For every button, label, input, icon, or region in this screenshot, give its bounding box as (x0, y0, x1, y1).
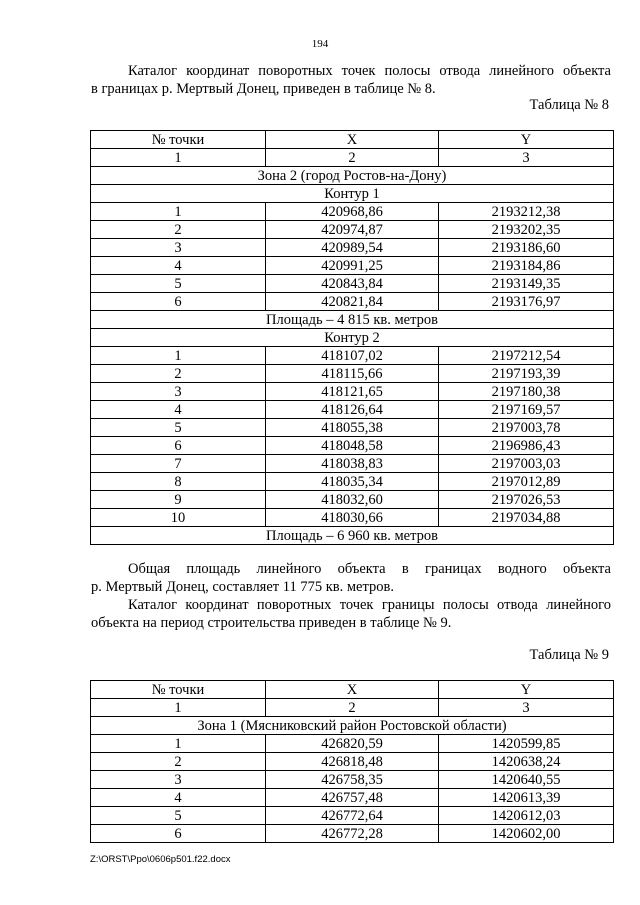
zone-row-text: Зона 1 (Мясниковский район Ростовской области) (91, 717, 614, 735)
summary-p1-line-1: Общая площадь линейного объекта в границах водного объекта (128, 561, 611, 577)
y-cell: Y (439, 131, 614, 149)
y-cell: 2197003,78 (439, 419, 614, 437)
zone-row-text: Зона 2 (город Ростов-на-Дону) (91, 167, 614, 185)
y-cell: 2197180,38 (439, 383, 614, 401)
point-number-cell: № точки (91, 131, 266, 149)
x-cell: 418030,66 (266, 509, 439, 527)
contour-title-row-text: Контур 1 (91, 185, 614, 203)
point-number-cell: 5 (91, 275, 266, 293)
y-cell: 2196986,43 (439, 437, 614, 455)
x-cell: 418121,65 (266, 383, 439, 401)
table-row (91, 789, 614, 807)
table-row (91, 203, 614, 221)
x-cell: 420989,54 (266, 239, 439, 257)
x-cell: X (266, 131, 439, 149)
x-cell: 426818,48 (266, 753, 439, 771)
table-row (91, 491, 614, 509)
y-cell: 2193149,35 (439, 275, 614, 293)
y-cell: 1420613,39 (439, 789, 614, 807)
table-row (91, 275, 614, 293)
point-number-cell: 3 (91, 771, 266, 789)
y-cell: 2197193,39 (439, 365, 614, 383)
y-cell: 2197012,89 (439, 473, 614, 491)
table-row (91, 365, 614, 383)
table-row (91, 753, 614, 771)
x-cell: 418115,66 (266, 365, 439, 383)
footer-file-path: Z:\ORST\Ppo\0606p501.f22.docx (90, 854, 231, 865)
contour-title-row-text: Контур 2 (91, 329, 614, 347)
table-row (91, 293, 614, 311)
contour-area-row (91, 311, 614, 329)
summary-paragraph-2 (91, 596, 611, 632)
x-cell: 418055,38 (266, 419, 439, 437)
y-cell: 2193212,38 (439, 203, 614, 221)
point-number-cell: 1 (91, 699, 266, 717)
x-cell: 418032,60 (266, 491, 439, 509)
y-cell: 2193186,60 (439, 239, 614, 257)
point-number-cell: 10 (91, 509, 266, 527)
y-cell: 2197212,54 (439, 347, 614, 365)
zone-row (91, 717, 614, 735)
table-row (91, 239, 614, 257)
table-row (91, 807, 614, 825)
table9 (90, 680, 614, 843)
table-row (91, 401, 614, 419)
point-number-cell: 3 (91, 239, 266, 257)
y-cell: 2197034,88 (439, 509, 614, 527)
table-row (91, 509, 614, 527)
point-number-cell: 2 (91, 365, 266, 383)
point-number-cell: 9 (91, 491, 266, 509)
table-row (91, 221, 614, 239)
summary-p1-line-2: р. Мертвый Донец, составляет 11 775 кв. метров. (91, 579, 394, 595)
y-cell: 2197003,03 (439, 455, 614, 473)
x-cell: 426772,64 (266, 807, 439, 825)
intro-paragraph (91, 62, 611, 98)
y-cell: 3 (439, 149, 614, 167)
table-row (91, 419, 614, 437)
point-number-cell: 7 (91, 455, 266, 473)
intro-line-2: в границах р. Мертвый Донец, приведен в таблице № 8. (91, 81, 436, 97)
x-cell: 420968,86 (266, 203, 439, 221)
point-number-cell: 4 (91, 789, 266, 807)
table-row (91, 383, 614, 401)
point-number-cell: 6 (91, 825, 266, 843)
x-cell: X (266, 681, 439, 699)
x-cell: 418126,64 (266, 401, 439, 419)
point-number-cell: 2 (91, 221, 266, 239)
table-header-row (91, 681, 614, 699)
x-cell: 420974,87 (266, 221, 439, 239)
y-cell: 1420602,00 (439, 825, 614, 843)
contour-title-row (91, 185, 614, 203)
column-numbering-row (91, 699, 614, 717)
table-header-row (91, 131, 614, 149)
y-cell: 3 (439, 699, 614, 717)
table8-caption: Таблица № 8 (529, 97, 609, 113)
table-row (91, 257, 614, 275)
x-cell: 426820,59 (266, 735, 439, 753)
point-number-cell: 1 (91, 203, 266, 221)
table9-caption: Таблица № 9 (529, 647, 609, 663)
summary-p2-line-2: объекта на период строительства приведен в таблице № 9. (91, 615, 452, 631)
page-number: 194 (311, 38, 329, 50)
point-number-cell: 4 (91, 257, 266, 275)
x-cell: 418038,83 (266, 455, 439, 473)
x-cell: 426758,35 (266, 771, 439, 789)
zone-row (91, 167, 614, 185)
x-cell: 420843,84 (266, 275, 439, 293)
contour-area-row-text: Площадь – 4 815 кв. метров (91, 311, 614, 329)
point-number-cell: 5 (91, 807, 266, 825)
x-cell: 2 (266, 699, 439, 717)
y-cell: 1420599,85 (439, 735, 614, 753)
y-cell: 2197169,57 (439, 401, 614, 419)
y-cell: 2197026,53 (439, 491, 614, 509)
point-number-cell: 8 (91, 473, 266, 491)
table-row (91, 825, 614, 843)
table-row (91, 735, 614, 753)
point-number-cell: 3 (91, 383, 266, 401)
point-number-cell: 2 (91, 753, 266, 771)
y-cell: 2193202,35 (439, 221, 614, 239)
table8 (90, 130, 614, 545)
y-cell: 2193176,97 (439, 293, 614, 311)
contour-area-row (91, 527, 614, 545)
summary-p2-line-1: Каталог координат поворотных точек границы полосы отвода линейного (128, 597, 611, 613)
y-cell: 1420640,55 (439, 771, 614, 789)
x-cell: 2 (266, 149, 439, 167)
table-row (91, 437, 614, 455)
y-cell: Y (439, 681, 614, 699)
point-number-cell: 5 (91, 419, 266, 437)
x-cell: 418107,02 (266, 347, 439, 365)
summary-paragraph-1 (91, 560, 611, 596)
point-number-cell: 6 (91, 293, 266, 311)
x-cell: 418035,34 (266, 473, 439, 491)
x-cell: 426772,28 (266, 825, 439, 843)
contour-area-row-text: Площадь – 6 960 кв. метров (91, 527, 614, 545)
intro-line-1: Каталог координат поворотных точек полосы отвода линейного объекта (128, 63, 611, 79)
y-cell: 1420638,24 (439, 753, 614, 771)
x-cell: 418048,58 (266, 437, 439, 455)
y-cell: 2193184,86 (439, 257, 614, 275)
x-cell: 426757,48 (266, 789, 439, 807)
x-cell: 420821,84 (266, 293, 439, 311)
point-number-cell: 4 (91, 401, 266, 419)
contour-title-row (91, 329, 614, 347)
y-cell: 1420612,03 (439, 807, 614, 825)
point-number-cell: № точки (91, 681, 266, 699)
table-row (91, 455, 614, 473)
table-row (91, 771, 614, 789)
point-number-cell: 1 (91, 347, 266, 365)
point-number-cell: 1 (91, 149, 266, 167)
point-number-cell: 6 (91, 437, 266, 455)
x-cell: 420991,25 (266, 257, 439, 275)
column-numbering-row (91, 149, 614, 167)
table-row (91, 473, 614, 491)
table-row (91, 347, 614, 365)
point-number-cell: 1 (91, 735, 266, 753)
